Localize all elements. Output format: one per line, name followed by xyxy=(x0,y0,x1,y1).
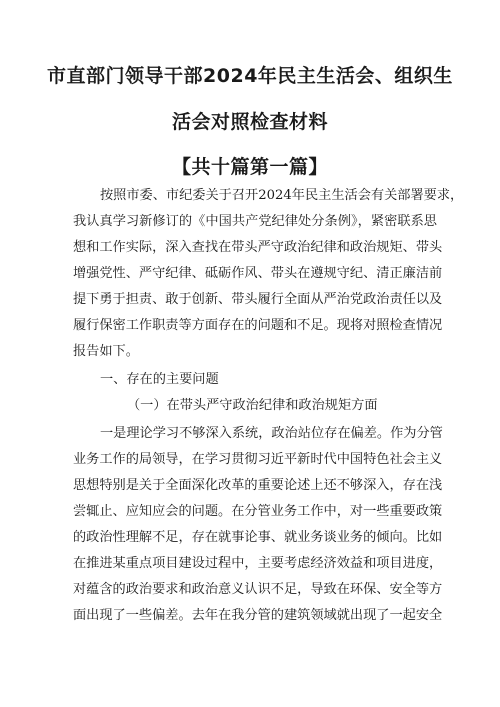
body-line: 增强党性、严守纪律、砥砺作风、带头在遵规守纪、清正廉洁前 xyxy=(73,266,443,281)
subsection-heading: （一）在带头严守政治纪律和政治规矩方面 xyxy=(127,398,378,413)
body-line: 我认真学习新修订的《中国共产党纪律处分条例》，紧密联系思 xyxy=(73,214,437,229)
section-heading: 一、存在的主要问题 xyxy=(100,372,219,387)
body-line: 尝辄止、应知应会的问题。在分管业务工作中，对一些重要政策 xyxy=(73,504,443,519)
document-title-line-1: 市直部门领导干部2024年民主生活会、组织生 xyxy=(47,65,453,87)
body-line: 一是理论学习不够深入系统，政治站位存在偏差。作为分管 xyxy=(100,426,443,441)
body-line: 想和工作实际，深入查找在带头严守政治纪律和政治规矩、带头 xyxy=(73,240,443,255)
document-subtitle: 【共十篇第一篇】 xyxy=(171,156,328,178)
body-line: 在推进某重点项目建设过程中，主要考虑经济效益和项目进度， xyxy=(73,556,443,571)
document-title-line-2: 活会对照检查材料 xyxy=(171,111,328,133)
body-line: 思想特别是关于全面深化改革的重要论述上还不够深入，存在浅 xyxy=(73,478,443,493)
body-line: 的政治性理解不足，存在就事论事、就业务谈业务的倾向。比如 xyxy=(73,530,443,545)
body-line: 业务工作的局领导，在学习贯彻习近平新时代中国特色社会主义 xyxy=(73,452,443,467)
body-line: 提下勇于担责、敢于创新、带头履行全面从严治党政治责任以及 xyxy=(73,292,443,307)
body-line: 报告如下。 xyxy=(73,344,139,359)
body-line: 履行保密工作职责等方面存在的问题和不足。现将对照检查情况 xyxy=(73,318,443,333)
body-line: 按照市委、市纪委关于召开2024年民主生活会有关部署要求， xyxy=(100,188,464,203)
body-line: 面出现了一些偏差。去年在我分管的建筑领域就出现了一起安全 xyxy=(73,608,443,623)
body-line: 对蕴含的政治要求和政治意义认识不足，导致在环保、安全等方 xyxy=(73,582,443,597)
